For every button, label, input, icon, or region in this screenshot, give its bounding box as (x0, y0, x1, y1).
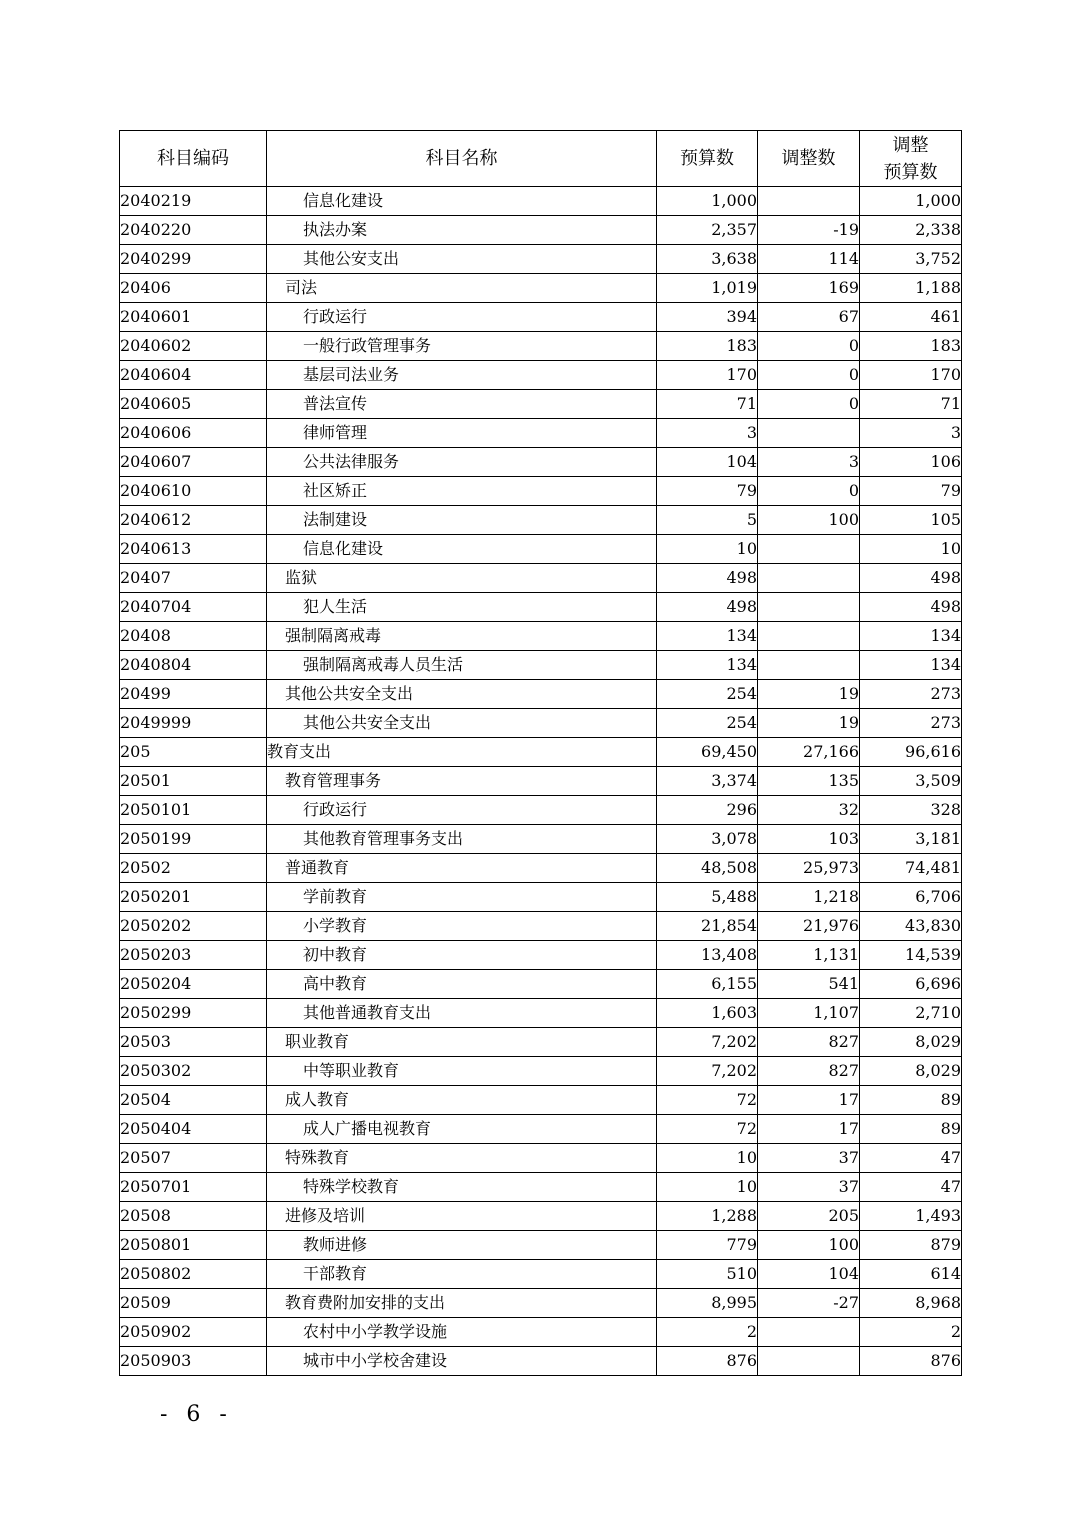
adjusted-budget-cell: 6,696 (860, 970, 962, 999)
name-cell (267, 883, 657, 912)
code-cell: 20503 (120, 1028, 267, 1057)
adjustment-cell: 17 (758, 1115, 860, 1144)
table-row (120, 1202, 962, 1231)
code-cell: 2040804 (120, 651, 267, 680)
adjustment-cell (758, 1347, 860, 1376)
adjusted-budget-cell: 3 (860, 419, 962, 448)
code-cell: 2040601 (120, 303, 267, 332)
code-cell: 2040610 (120, 477, 267, 506)
adjusted-budget-cell: 273 (860, 680, 962, 709)
name-cell (267, 564, 657, 593)
budget-cell: 1,288 (657, 1202, 758, 1231)
table-row (120, 651, 962, 680)
name-text: 成人广播电视教育 (303, 1119, 432, 1138)
adjusted-budget-cell: 879 (860, 1231, 962, 1260)
name-text: 初中教育 (303, 945, 368, 964)
table-header (120, 131, 962, 187)
code-cell: 20407 (120, 564, 267, 593)
table-row (120, 564, 962, 593)
adjustment-cell: 103 (758, 825, 860, 854)
name-cell (267, 1231, 657, 1260)
code-cell: 20408 (120, 622, 267, 651)
name-cell (267, 1144, 657, 1173)
name-cell (267, 448, 657, 477)
code-cell: 2050101 (120, 796, 267, 825)
adjusted-budget-cell: 96,616 (860, 738, 962, 767)
code-cell: 20507 (120, 1144, 267, 1173)
name-text: 犯人生活 (303, 597, 368, 616)
table-row (120, 1231, 962, 1260)
adjusted-budget-cell: 614 (860, 1260, 962, 1289)
budget-cell: 779 (657, 1231, 758, 1260)
table-row (120, 187, 962, 216)
budget-cell: 2 (657, 1318, 758, 1347)
adjustment-cell: 827 (758, 1057, 860, 1086)
table-row (120, 216, 962, 245)
code-cell: 20509 (120, 1289, 267, 1318)
name-cell (267, 390, 657, 419)
budget-cell: 13,408 (657, 941, 758, 970)
table-row (120, 390, 962, 419)
name-cell (267, 941, 657, 970)
table-row (120, 1115, 962, 1144)
table-row (120, 1144, 962, 1173)
budget-cell: 876 (657, 1347, 758, 1376)
name-text: 农村中小学教学设施 (303, 1322, 448, 1341)
name-cell (267, 1260, 657, 1289)
name-cell (267, 361, 657, 390)
table-row (120, 506, 962, 535)
adjusted-budget-cell: 6,706 (860, 883, 962, 912)
budget-cell: 183 (657, 332, 758, 361)
budget-cell: 10 (657, 1173, 758, 1202)
code-cell: 2040605 (120, 390, 267, 419)
table-row (120, 767, 962, 796)
budget-cell: 5 (657, 506, 758, 535)
code-cell: 2050701 (120, 1173, 267, 1202)
table-row (120, 1289, 962, 1318)
header-code: 科目编码 (120, 131, 267, 187)
name-text: 特殊学校教育 (303, 1177, 400, 1196)
name-cell (267, 535, 657, 564)
code-cell: 2050199 (120, 825, 267, 854)
name-text: 律师管理 (303, 423, 368, 442)
adjusted-budget-cell: 8,029 (860, 1057, 962, 1086)
adjustment-cell (758, 419, 860, 448)
adjustment-cell: 1,131 (758, 941, 860, 970)
adjusted-budget-cell: 105 (860, 506, 962, 535)
adjustment-cell: 0 (758, 361, 860, 390)
budget-cell: 79 (657, 477, 758, 506)
table-row (120, 738, 962, 767)
table-row (120, 361, 962, 390)
name-cell (267, 1173, 657, 1202)
adjusted-budget-cell: 1,000 (860, 187, 962, 216)
name-cell (267, 274, 657, 303)
adjustment-cell (758, 535, 860, 564)
budget-cell: 1,019 (657, 274, 758, 303)
adjusted-budget-cell: 8,968 (860, 1289, 962, 1318)
table-row (120, 448, 962, 477)
code-cell: 2050801 (120, 1231, 267, 1260)
table-row (120, 1318, 962, 1347)
adjusted-budget-cell: 2,710 (860, 999, 962, 1028)
header-adjusted-line2: 预算数 (883, 161, 938, 183)
code-cell: 2050802 (120, 1260, 267, 1289)
adjusted-budget-cell: 328 (860, 796, 962, 825)
budget-cell: 2,357 (657, 216, 758, 245)
name-cell (267, 709, 657, 738)
adjusted-budget-cell: 79 (860, 477, 962, 506)
adjustment-cell: 1,107 (758, 999, 860, 1028)
budget-cell: 510 (657, 1260, 758, 1289)
table-row (120, 883, 962, 912)
adjusted-budget-cell: 3,509 (860, 767, 962, 796)
adjustment-cell (758, 622, 860, 651)
budget-cell: 10 (657, 1144, 758, 1173)
adjustment-cell: 19 (758, 680, 860, 709)
adjustment-cell (758, 564, 860, 593)
budget-cell: 394 (657, 303, 758, 332)
name-text: 其他普通教育支出 (303, 1003, 432, 1022)
budget-cell: 296 (657, 796, 758, 825)
code-cell: 2050204 (120, 970, 267, 999)
name-text: 公共法律服务 (303, 452, 400, 471)
name-text: 高中教育 (303, 974, 368, 993)
name-text: 成人教育 (285, 1090, 350, 1109)
name-cell (267, 738, 657, 767)
budget-cell: 7,202 (657, 1028, 758, 1057)
table-row (120, 622, 962, 651)
table-body (120, 187, 962, 1376)
adjusted-budget-cell: 461 (860, 303, 962, 332)
name-text: 干部教育 (303, 1264, 368, 1283)
name-text: 城市中小学校舍建设 (303, 1351, 448, 1370)
name-text: 教育管理事务 (285, 771, 382, 790)
name-cell (267, 506, 657, 535)
table-row (120, 593, 962, 622)
name-text: 教育支出 (267, 742, 332, 761)
budget-cell: 7,202 (657, 1057, 758, 1086)
adjustment-cell (758, 651, 860, 680)
adjustment-cell: 3 (758, 448, 860, 477)
table-row (120, 970, 962, 999)
budget-cell: 8,995 (657, 1289, 758, 1318)
name-text: 法制建设 (303, 510, 368, 529)
adjustment-cell (758, 187, 860, 216)
adjustment-cell: 67 (758, 303, 860, 332)
name-text: 强制隔离戒毒 (285, 626, 382, 645)
name-text: 基层司法业务 (303, 365, 400, 384)
table-row (120, 1086, 962, 1115)
adjusted-budget-cell: 498 (860, 593, 962, 622)
adjustment-cell: 0 (758, 332, 860, 361)
code-cell: 205 (120, 738, 267, 767)
adjusted-budget-cell: 10 (860, 535, 962, 564)
adjustment-cell: 19 (758, 709, 860, 738)
name-text: 行政运行 (303, 307, 368, 326)
code-cell: 2040704 (120, 593, 267, 622)
code-cell: 2040602 (120, 332, 267, 361)
adjusted-budget-cell: 1,493 (860, 1202, 962, 1231)
name-cell (267, 680, 657, 709)
page-number: - 6 - (160, 1402, 233, 1427)
name-cell (267, 1086, 657, 1115)
adjusted-budget-cell: 170 (860, 361, 962, 390)
budget-cell: 498 (657, 593, 758, 622)
name-cell (267, 1289, 657, 1318)
table-row (120, 419, 962, 448)
code-cell: 2040299 (120, 245, 267, 274)
name-cell (267, 999, 657, 1028)
adjusted-budget-cell: 876 (860, 1347, 962, 1376)
header-row (120, 131, 962, 187)
name-text: 小学教育 (303, 916, 368, 935)
name-text: 职业教育 (285, 1032, 350, 1051)
budget-cell: 170 (657, 361, 758, 390)
header-name: 科目名称 (267, 131, 657, 187)
adjusted-budget-cell: 89 (860, 1115, 962, 1144)
adjusted-budget-cell: 2,338 (860, 216, 962, 245)
budget-table (119, 130, 962, 1376)
code-cell: 20508 (120, 1202, 267, 1231)
name-cell (267, 245, 657, 274)
budget-cell: 71 (657, 390, 758, 419)
table-row (120, 1173, 962, 1202)
name-text: 信息化建设 (303, 539, 384, 558)
adjustment-cell: 114 (758, 245, 860, 274)
code-cell: 2040607 (120, 448, 267, 477)
code-cell: 2050202 (120, 912, 267, 941)
budget-cell: 3,638 (657, 245, 758, 274)
adjustment-cell: 0 (758, 477, 860, 506)
budget-cell: 21,854 (657, 912, 758, 941)
adjusted-budget-cell: 43,830 (860, 912, 962, 941)
adjustment-cell: 37 (758, 1173, 860, 1202)
budget-cell: 498 (657, 564, 758, 593)
table-row (120, 1057, 962, 1086)
adjusted-budget-cell: 74,481 (860, 854, 962, 883)
adjustment-cell: 104 (758, 1260, 860, 1289)
adjustment-cell: 1,218 (758, 883, 860, 912)
name-cell (267, 970, 657, 999)
code-cell: 20504 (120, 1086, 267, 1115)
code-cell: 20406 (120, 274, 267, 303)
code-cell: 2050903 (120, 1347, 267, 1376)
code-cell: 2040612 (120, 506, 267, 535)
code-cell: 2040219 (120, 187, 267, 216)
name-cell (267, 593, 657, 622)
budget-cell: 6,155 (657, 970, 758, 999)
table-row (120, 709, 962, 738)
budget-cell: 48,508 (657, 854, 758, 883)
adjustment-cell: 32 (758, 796, 860, 825)
name-text: 其他公共安全支出 (303, 713, 432, 732)
adjusted-budget-cell: 1,188 (860, 274, 962, 303)
name-cell (267, 419, 657, 448)
table-row (120, 941, 962, 970)
adjusted-budget-cell: 498 (860, 564, 962, 593)
code-cell: 2050203 (120, 941, 267, 970)
budget-cell: 72 (657, 1115, 758, 1144)
code-cell: 2050902 (120, 1318, 267, 1347)
name-text: 执法办案 (303, 220, 368, 239)
name-text: 教育费附加安排的支出 (285, 1293, 446, 1312)
name-text: 其他公共安全支出 (285, 684, 414, 703)
name-cell (267, 1057, 657, 1086)
budget-cell: 10 (657, 535, 758, 564)
budget-cell: 1,000 (657, 187, 758, 216)
adjusted-budget-cell: 183 (860, 332, 962, 361)
name-cell (267, 1202, 657, 1231)
code-cell: 2050302 (120, 1057, 267, 1086)
table-row (120, 1347, 962, 1376)
code-cell: 2049999 (120, 709, 267, 738)
table-row (120, 854, 962, 883)
table-row (120, 680, 962, 709)
name-text: 进修及培训 (285, 1206, 366, 1225)
adjustment-cell (758, 593, 860, 622)
table-row (120, 1260, 962, 1289)
name-cell (267, 912, 657, 941)
code-cell: 2050404 (120, 1115, 267, 1144)
name-cell (267, 1115, 657, 1144)
adjustment-cell: 37 (758, 1144, 860, 1173)
name-text: 其他公安支出 (303, 249, 400, 268)
table-row (120, 303, 962, 332)
adjustment-cell: -19 (758, 216, 860, 245)
adjustment-cell: 25,973 (758, 854, 860, 883)
name-cell (267, 1028, 657, 1057)
adjusted-budget-cell: 273 (860, 709, 962, 738)
name-cell (267, 216, 657, 245)
adjusted-budget-cell: 89 (860, 1086, 962, 1115)
name-cell (267, 796, 657, 825)
adjusted-budget-cell: 47 (860, 1173, 962, 1202)
code-cell: 2050299 (120, 999, 267, 1028)
adjusted-budget-cell: 47 (860, 1144, 962, 1173)
code-cell: 2040606 (120, 419, 267, 448)
header-adjusted-budget (860, 131, 962, 187)
name-text: 中等职业教育 (303, 1061, 400, 1080)
budget-cell: 3 (657, 419, 758, 448)
adjusted-budget-cell: 134 (860, 651, 962, 680)
adjustment-cell: 17 (758, 1086, 860, 1115)
budget-cell: 69,450 (657, 738, 758, 767)
name-text: 行政运行 (303, 800, 368, 819)
table-row (120, 825, 962, 854)
code-cell: 20501 (120, 767, 267, 796)
adjusted-budget-cell: 2 (860, 1318, 962, 1347)
name-cell (267, 767, 657, 796)
name-text: 学前教育 (303, 887, 368, 906)
table-row (120, 1028, 962, 1057)
budget-cell: 134 (657, 651, 758, 680)
name-cell (267, 187, 657, 216)
table-row (120, 912, 962, 941)
name-cell (267, 1347, 657, 1376)
table-row (120, 999, 962, 1028)
header-budget: 预算数 (657, 131, 758, 187)
name-text: 司法 (285, 278, 318, 297)
table-row (120, 332, 962, 361)
adjusted-budget-cell: 3,181 (860, 825, 962, 854)
name-cell (267, 854, 657, 883)
adjusted-budget-cell: 8,029 (860, 1028, 962, 1057)
budget-cell: 254 (657, 709, 758, 738)
name-cell (267, 622, 657, 651)
budget-cell: 134 (657, 622, 758, 651)
adjustment-cell: 100 (758, 1231, 860, 1260)
code-cell: 2040613 (120, 535, 267, 564)
adjustment-cell: 100 (758, 506, 860, 535)
name-text: 强制隔离戒毒人员生活 (303, 655, 464, 674)
code-cell: 20502 (120, 854, 267, 883)
table-row (120, 477, 962, 506)
adjustment-cell: 135 (758, 767, 860, 796)
adjusted-budget-cell: 71 (860, 390, 962, 419)
adjusted-budget-cell: 3,752 (860, 245, 962, 274)
budget-cell: 5,488 (657, 883, 758, 912)
name-text: 普法宣传 (303, 394, 368, 413)
name-cell (267, 332, 657, 361)
header-adjustment: 调整数 (758, 131, 860, 187)
adjustment-cell: 169 (758, 274, 860, 303)
budget-cell: 1,603 (657, 999, 758, 1028)
name-text: 普通教育 (285, 858, 350, 877)
adjustment-cell: 827 (758, 1028, 860, 1057)
adjustment-cell (758, 1318, 860, 1347)
adjustment-cell: 27,166 (758, 738, 860, 767)
budget-cell: 3,078 (657, 825, 758, 854)
table-row (120, 535, 962, 564)
header-adjusted-line1: 调整 (892, 134, 929, 156)
name-text: 一般行政管理事务 (303, 336, 432, 355)
budget-cell: 72 (657, 1086, 758, 1115)
adjustment-cell: 21,976 (758, 912, 860, 941)
adjustment-cell: 0 (758, 390, 860, 419)
adjustment-cell: 205 (758, 1202, 860, 1231)
name-cell (267, 825, 657, 854)
name-text: 监狱 (285, 568, 318, 587)
name-text: 信息化建设 (303, 191, 384, 210)
name-text: 特殊教育 (285, 1148, 350, 1167)
adjusted-budget-cell: 106 (860, 448, 962, 477)
table-row (120, 796, 962, 825)
budget-cell: 254 (657, 680, 758, 709)
adjusted-budget-cell: 14,539 (860, 941, 962, 970)
table-row (120, 274, 962, 303)
adjusted-budget-cell: 134 (860, 622, 962, 651)
name-cell (267, 303, 657, 332)
adjustment-cell: 541 (758, 970, 860, 999)
code-cell: 2040220 (120, 216, 267, 245)
name-cell (267, 651, 657, 680)
name-text: 社区矫正 (303, 481, 368, 500)
name-cell (267, 477, 657, 506)
name-cell (267, 1318, 657, 1347)
budget-cell: 3,374 (657, 767, 758, 796)
budget-cell: 104 (657, 448, 758, 477)
code-cell: 20499 (120, 680, 267, 709)
table-row (120, 245, 962, 274)
name-text: 教师进修 (303, 1235, 368, 1254)
code-cell: 2050201 (120, 883, 267, 912)
code-cell: 2040604 (120, 361, 267, 390)
adjustment-cell: -27 (758, 1289, 860, 1318)
name-text: 其他教育管理事务支出 (303, 829, 464, 848)
